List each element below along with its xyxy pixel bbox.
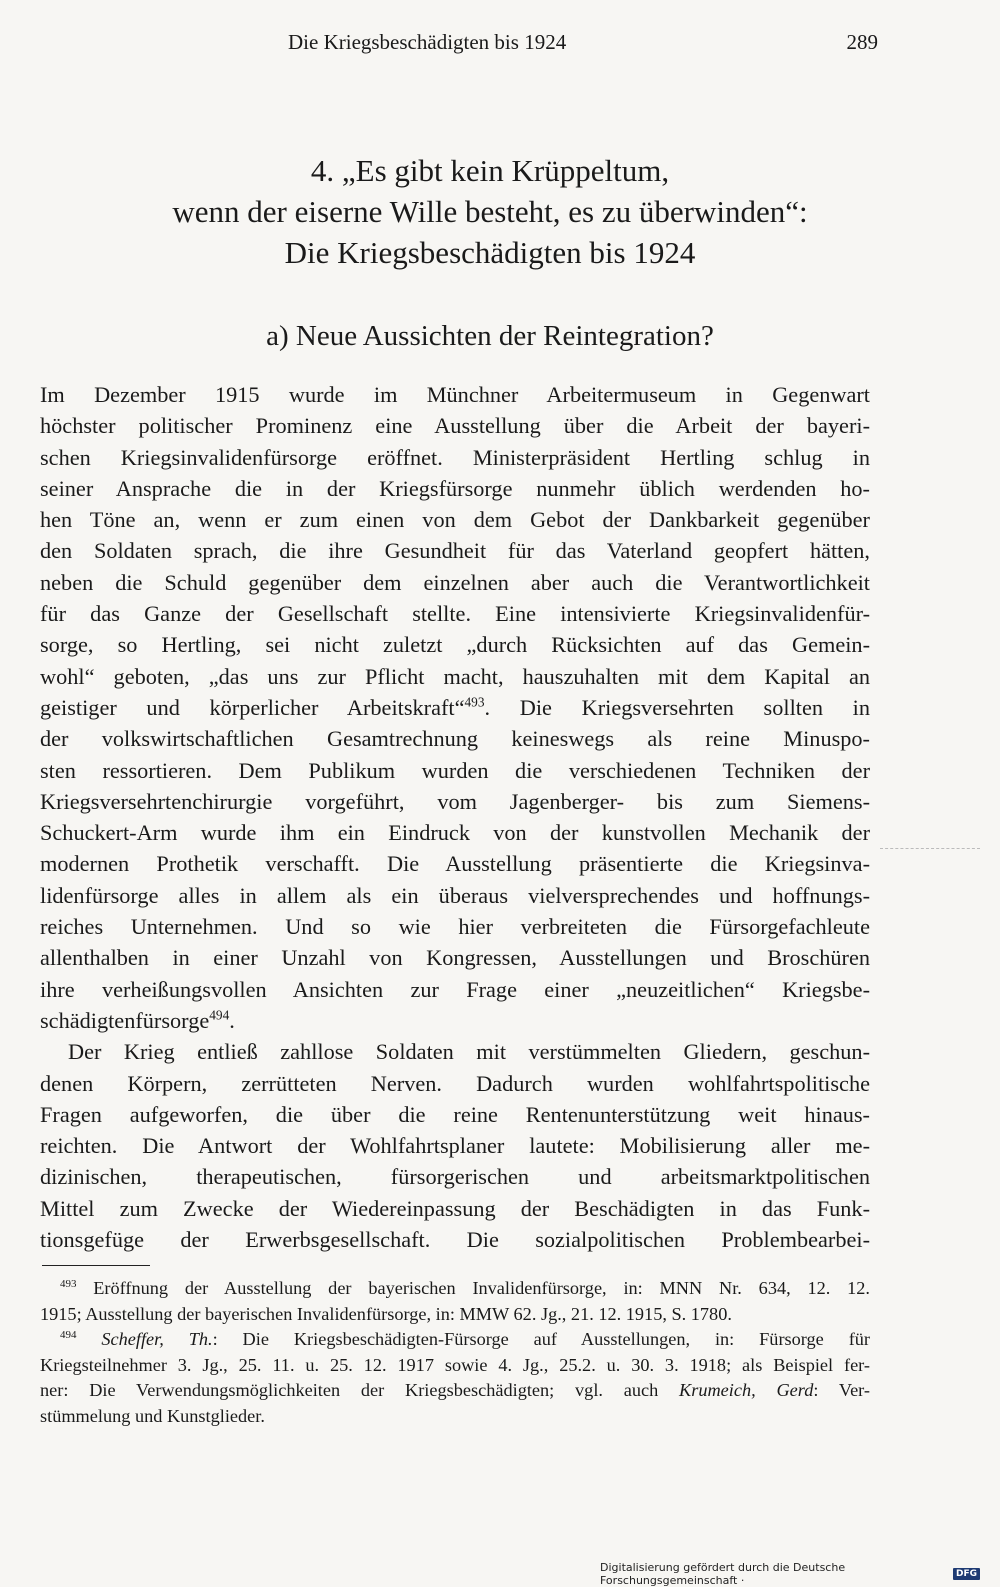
footnote-493 [40, 1276, 870, 1327]
text-line: tionsgefüge der Erwerbsgesellschaft. Die sozialpolitischen Problembearbei- [40, 1227, 870, 1253]
text-line: wohl“ geboten, „das uns zur Pflicht macht, hauszuhalten mit dem Kapital an [40, 663, 870, 689]
chapter-title-line: Die Kriegsbeschädigten bis 1924 [284, 235, 696, 270]
paragraph-2 [40, 1036, 870, 1255]
text-fragment: : Ver- [813, 1380, 870, 1400]
text-line: denen Körpern, zerrütteten Nerven. Dadurch wurden wohlfahrtspolitische [40, 1070, 870, 1096]
chapter-title-line: wenn der eiserne Wille besteht, es zu überwinden“: [172, 194, 808, 229]
footnote-line [40, 1276, 870, 1302]
credit-text: Digitalisierung gefördert durch die Deutsche Forschungsgemeinschaft · [600, 1561, 846, 1587]
footnote-ref-493: 493 [464, 694, 485, 710]
footnote-number: 494 [60, 1328, 77, 1341]
text-line: für das Ganze der Gesellschaft stellte. Eine intensivierte Kriegsinvalidenfür- [40, 601, 870, 627]
text-line: Der Krieg entließ zahllose Soldaten mit verstümmelten Gliedern, geschun- [68, 1039, 870, 1065]
text-fragment: . Die Kriegsversehrten sollten in [484, 694, 870, 720]
footnote-line [40, 1378, 870, 1404]
paragraph-1 [40, 379, 870, 1036]
footnote-number: 493 [60, 1277, 77, 1290]
text-line: Schuckert-Arm wurde ihm ein Eindruck von der kunstvollen Mechanik der [40, 820, 870, 846]
text-line: Im Dezember 1915 wurde im Münchner Arbeitermuseum in Gegenwart [40, 382, 870, 407]
text-line: reiches Unternehmen. Und so wie hier verbreiteten die Fürsorgefachleute [40, 914, 870, 940]
scan-artifact-line [880, 848, 980, 849]
text-line: den Soldaten sprach, die ihre Gesundheit für das Vaterland geopfert hätten, [40, 538, 870, 564]
text-line: allenthalben in einer Unzahl von Kongressen, Ausstellungen und Broschüren [40, 945, 870, 971]
text-line: hen Töne an, wenn er zum einen von dem Gebot der Dankbarkeit gegenüber [40, 507, 870, 533]
text-fragment: schädigtenfürsorge [40, 1007, 210, 1033]
footnote-author: Krumeich, Gerd [679, 1380, 814, 1400]
chapter-title-line: 4. „Es gibt kein Krüppeltum, [310, 153, 670, 188]
text-line: der volkswirtschaftlichen Gesamtrechnung keineswegs als reine Minuspo- [40, 726, 870, 752]
text-fragment: ner: Die Verwendungsmöglichkeiten der Kriegsbeschädigten; vgl. auch [40, 1380, 680, 1400]
text-line: Kriegsversehrtenchirurgie vorgeführt, vom Jagenberger- bis zum Siemens- [40, 788, 870, 814]
footnote-494 [40, 1327, 870, 1429]
chapter-title [40, 150, 940, 273]
text-line: lidenfürsorge alles in allem als ein überaus vielversprechendes und hoffnungs- [40, 882, 870, 908]
text-line: seiner Ansprache die in der Kriegsfürsorge nunmehr üblich werdenden ho- [40, 475, 870, 501]
footnote-line: 1915; Ausstellung der bayerischen Invalidenfürsorge, in: MMW 62. Jg., 21. 12. 1915, S. 1780. [40, 1303, 732, 1324]
text-line: modernen Prothetik verschafft. Die Ausstellung präsentierte die Kriegsinva- [40, 851, 870, 877]
footnote-divider [42, 1265, 150, 1266]
digitization-credit [600, 1561, 980, 1587]
footnote-ref-494: 494 [209, 1007, 230, 1023]
text-line: dizinischen, therapeutischen, fürsorgerischen und arbeitsmarktpolitischen [40, 1164, 870, 1190]
text-fragment: : Die Kriegsbeschädigten-Fürsorge auf Ausstellungen, in: Fürsorge für [212, 1329, 871, 1349]
section-title: a) Neue Aussichten der Reintegration? [266, 320, 714, 352]
text-line: schen Kriegsinvalidenfürsorge eröffnet. Ministerpräsident Hertling schlug in [40, 444, 870, 470]
footnotes [40, 1276, 870, 1429]
text-fragment: . [229, 1007, 235, 1033]
footnote-line [40, 1327, 870, 1353]
body-text [40, 379, 870, 1255]
text-line: sorge, so Hertling, sei nicht zuletzt „durch Rücksichten auf das Gemein- [40, 632, 870, 658]
text-line: Mittel zum Zwecke der Wiedereinpassung der Beschädigten in das Funk- [40, 1195, 870, 1221]
text-line [40, 692, 870, 723]
footnote-line: stümmelung und Kunstglieder. [40, 1405, 265, 1426]
text-fragment: Eröffnung der Ausstellung der bayerischen Invalidenfürsorge, in: MNN Nr. 634, 12. 12. [93, 1278, 870, 1298]
text-line: Fragen aufgeworfen, die über die reine Rentenunterstützung weit hinaus- [40, 1101, 870, 1127]
running-head [288, 30, 878, 55]
text-line: neben die Schuld gegenüber dem einzelnen aber auch die Verantwortlichkeit [40, 569, 870, 595]
text-line: sten ressortieren. Dem Publikum wurden die verschiedenen Techniken der [40, 757, 870, 783]
text-line [40, 1005, 870, 1036]
text-line: reichten. Die Antwort der Wohlfahrtsplaner lautete: Mobilisierung aller me- [40, 1133, 870, 1159]
page-number: 289 [846, 30, 878, 54]
text-line: ihre verheißungsvollen Ansichten zur Frage einer „neuzeitlichen“ Kriegsbe- [40, 976, 870, 1002]
text-line: höchster politischer Prominenz eine Ausstellung über die Arbeit der bayeri- [40, 413, 870, 439]
running-head-title: Die Kriegsbeschädigten bis 1924 [288, 30, 567, 54]
footnote-author: Scheffer, Th. [101, 1329, 213, 1349]
dfg-logo-icon: DFG [953, 1568, 980, 1580]
text-fragment: geistiger und körperlicher Arbeitskraft“ [40, 694, 465, 720]
footnote-line: Kriegsteilnehmer 3. Jg., 25. 11. u. 25. 12. 1917 sowie 4. Jg., 25.2. u. 30. 3. 1918; als Beispiel fer- [40, 1354, 870, 1375]
